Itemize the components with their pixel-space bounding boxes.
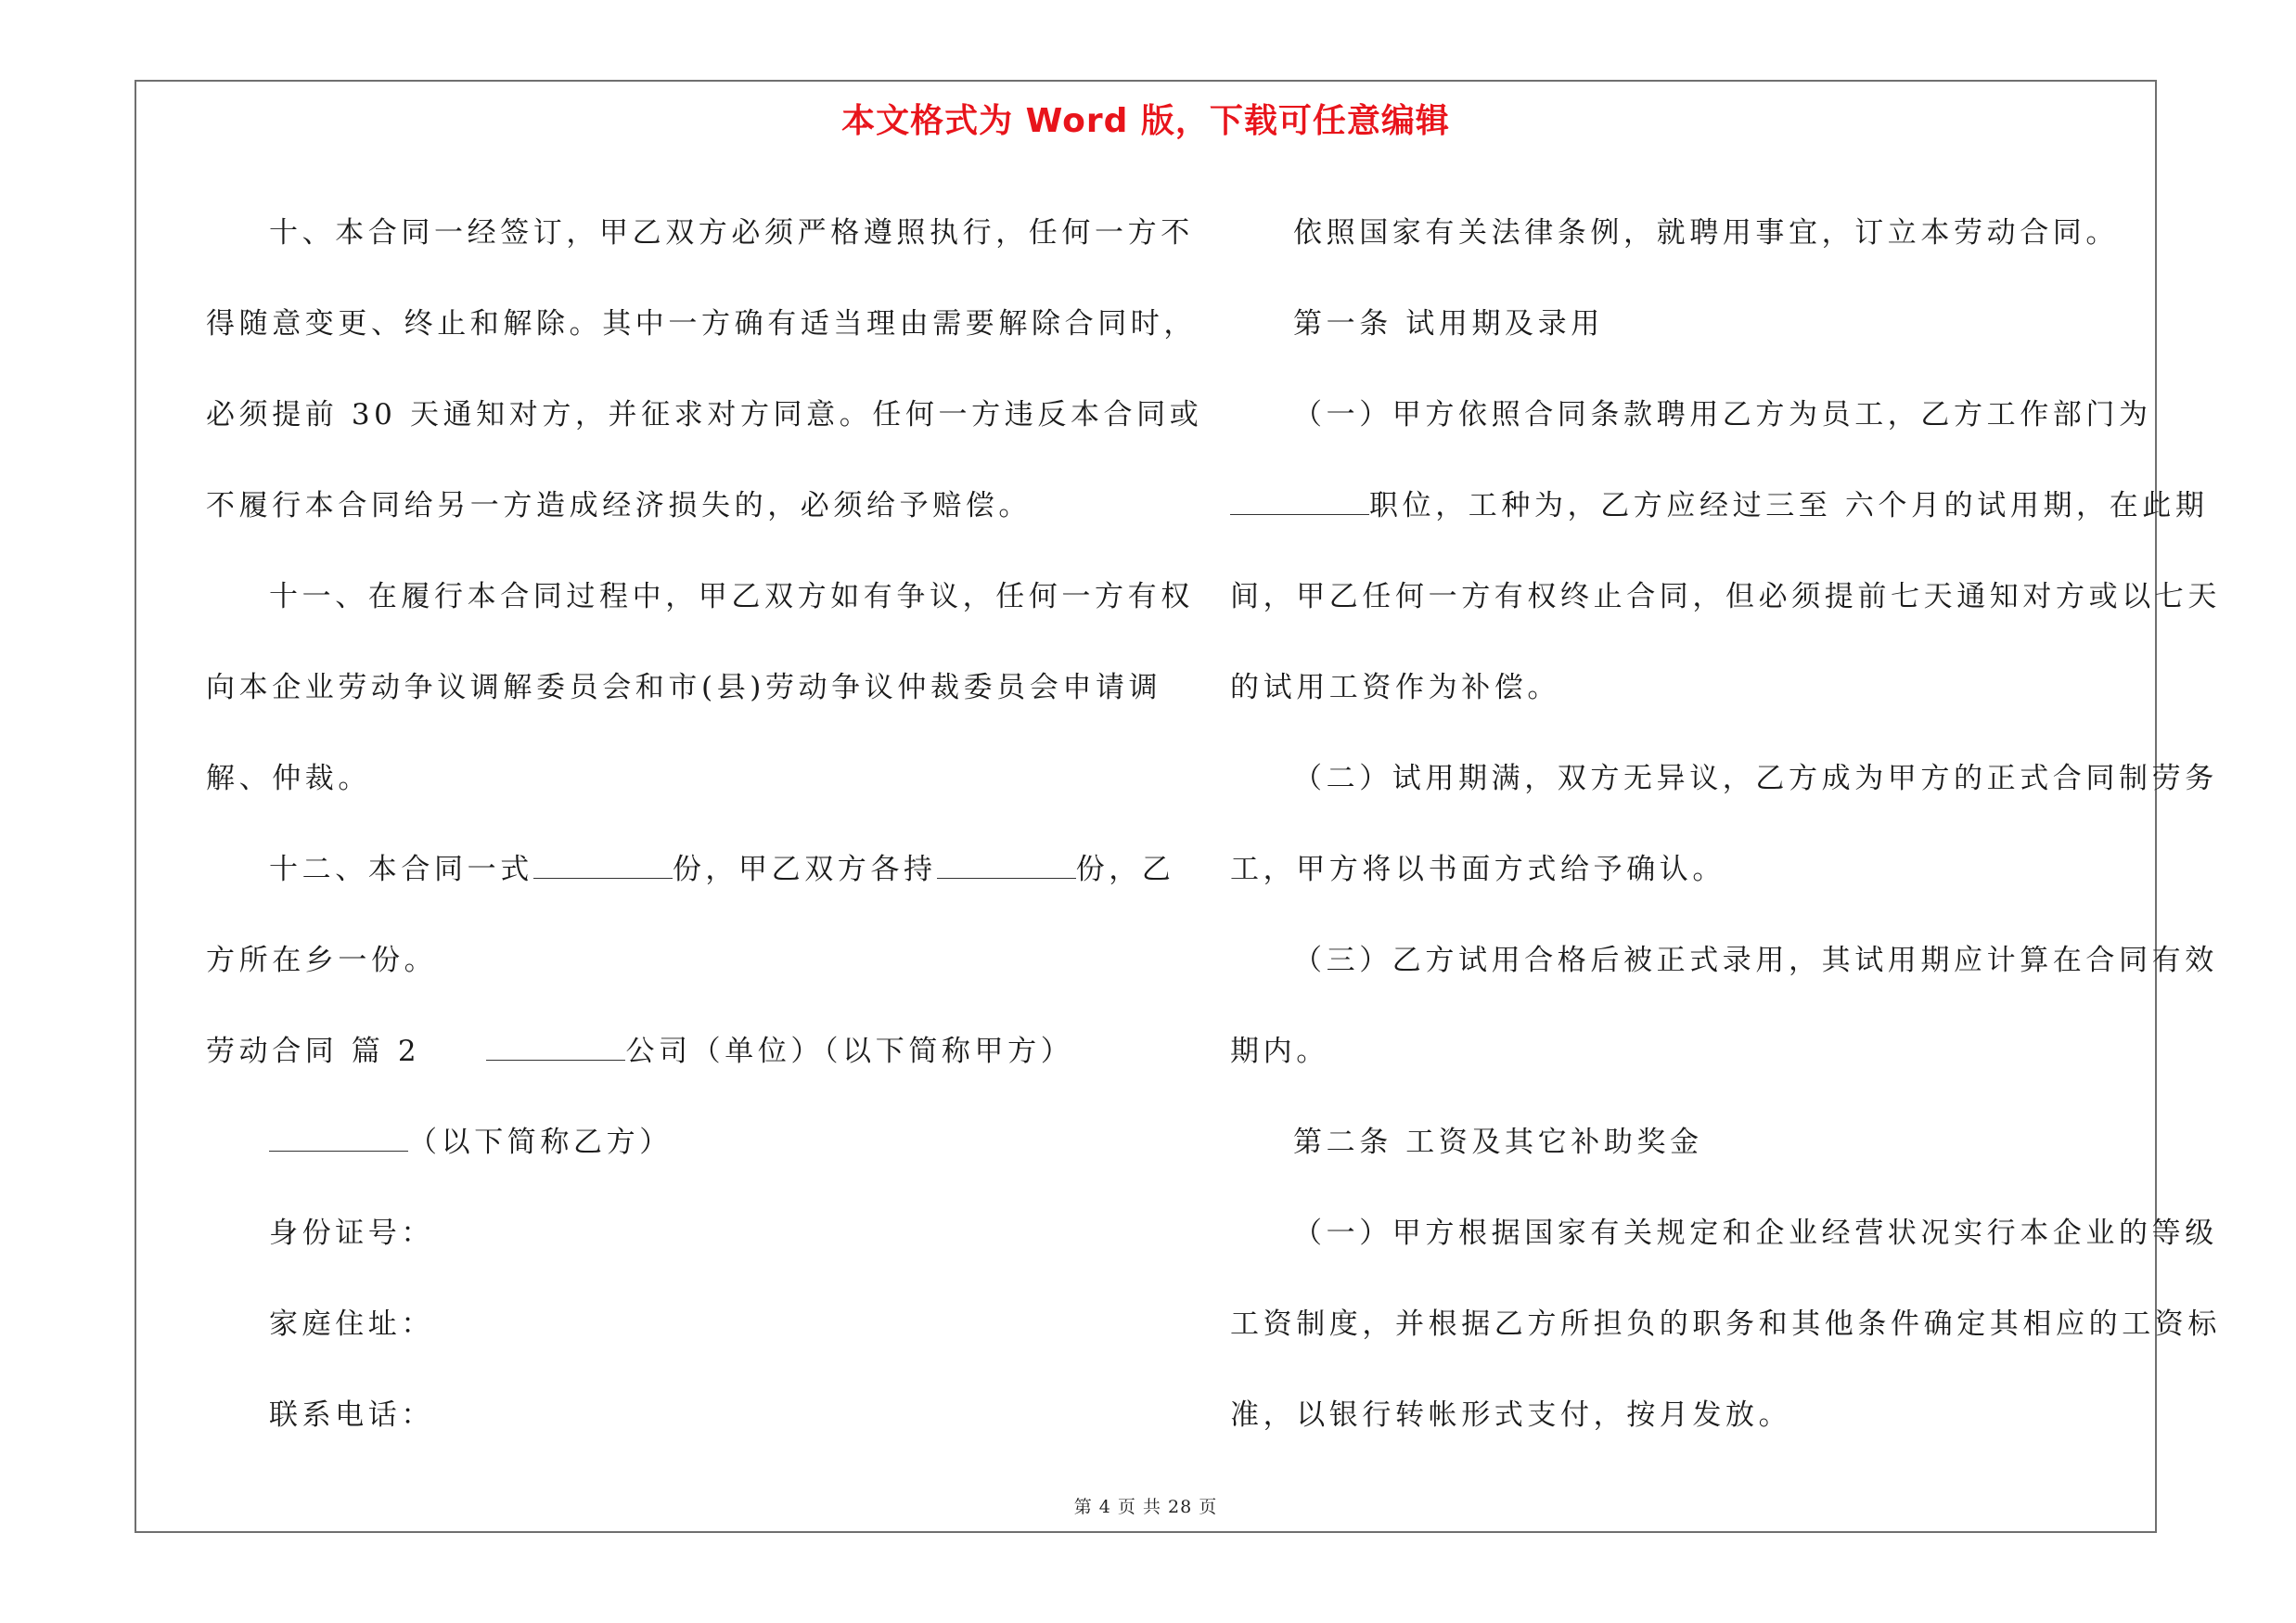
home-address-label: 家庭住址： <box>269 1307 434 1341</box>
paragraph-line: 十一、在履行本合同过程中，甲乙双方如有争议，任何一方有权 <box>269 580 1194 613</box>
text-segment: 份，乙 <box>1075 853 1175 886</box>
id-number-label: 身份证号： <box>269 1217 434 1250</box>
paragraph-line: 准，以银行转帐形式支付，按月发放。 <box>1230 1398 1792 1432</box>
article-heading: 第二条 工资及其它补助奖金 <box>1293 1126 1703 1159</box>
paragraph-line: 的试用工资作为补偿。 <box>1230 671 1560 704</box>
paragraph-line: 必须提前 30 天通知对方，并征求对方同意。任何一方违反本合同或 <box>206 398 1203 432</box>
paragraph-line: （一）甲方根据国家有关规定和企业经营状况实行本企业的等级 <box>1293 1217 2218 1250</box>
paragraph-line: 不履行本合同给另一方造成经济损失的，必须给予赔偿。 <box>206 489 1032 522</box>
paragraph-line-copies <box>206 824 1175 915</box>
document-page <box>135 80 2221 1533</box>
blank-copies-total[interactable] <box>533 856 673 879</box>
paragraph-line: 得随意变更、终止和解除。其中一方确有适当理由需要解除合同时， <box>206 307 1197 341</box>
paragraph-line: 期内。 <box>1230 1035 1329 1068</box>
article-heading: 第一条 试用期及录用 <box>1293 307 1604 341</box>
paragraph-line: 工，甲方将以书面方式给予确认。 <box>1230 853 1725 886</box>
paragraph-line-position <box>1230 460 2209 551</box>
paragraph-line: 依照国家有关法律条例，就聘用事宜，订立本劳动合同。 <box>1293 216 2119 250</box>
contract-heading: 劳动合同 篇 2 <box>206 1035 487 1068</box>
paragraph-line: 工资制度，并根据乙方所担负的职务和其他条件确定其相应的工资标 <box>1230 1307 2221 1341</box>
contract-heading-line <box>206 1006 1124 1097</box>
text-segment: （以下简称乙方） <box>408 1126 673 1159</box>
paragraph-line: （二）试用期满，双方无异议，乙方成为甲方的正式合同制劳务 <box>1293 762 2218 795</box>
paragraph-line: 间，甲乙任何一方有权终止合同，但必须提前七天通知对方或以七天 <box>1230 580 2221 613</box>
left-column <box>206 187 1203 1461</box>
paragraph-line: 方所在乡一份。 <box>206 944 438 977</box>
blank-position[interactable] <box>1230 492 1369 515</box>
blank-company-name[interactable] <box>486 1037 625 1061</box>
paragraph-line: 十、本合同一经签订，甲乙双方必须严格遵照执行，任何一方不 <box>269 216 1194 250</box>
paragraph-line: （一）甲方依照合同条款聘用乙方为员工，乙方工作部门为 <box>1293 398 2152 432</box>
blank-party-b-name[interactable] <box>269 1128 408 1152</box>
paragraph-line: 解、仲裁。 <box>206 762 371 795</box>
blank-copies-each[interactable] <box>937 856 1076 879</box>
page-number-footer: 第 4 页 共 28 页 <box>1073 1497 1218 1517</box>
party-b-line <box>206 1097 1124 1188</box>
paragraph-line: 向本企业劳动争议调解委员会和市(县)劳动争议仲裁委员会申请调 <box>206 671 1162 704</box>
text-segment: 十二、本合同一式 <box>269 853 533 886</box>
text-segment: 公司（单位）（以下简称甲方） <box>625 1035 1074 1068</box>
paragraph-line: （三）乙方试用合格后被正式录用，其试用期应计算在合同有效 <box>1293 944 2218 977</box>
text-segment: 职位，工种为，乙方应经过三至 六个月的试用期，在此期 <box>1369 489 2209 522</box>
phone-label: 联系电话： <box>269 1398 434 1432</box>
text-segment: 份，甲乙双方各持 <box>672 853 937 886</box>
right-column <box>1230 187 2221 1461</box>
editable-notice-banner: 本文格式为 Word 版，下载可任意编辑 <box>841 102 1450 140</box>
